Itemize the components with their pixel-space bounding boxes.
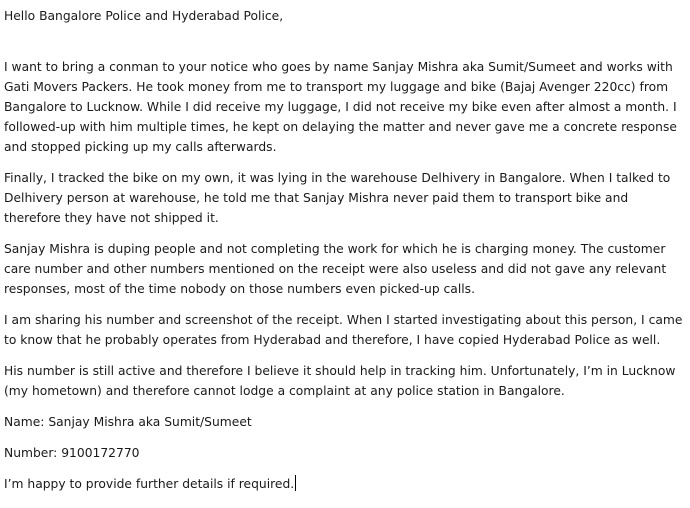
closing-text: I’m happy to provide further details if required. [4, 477, 295, 491]
paragraph-complaint-intro: I want to bring a conman to your notice who goes by name Sanjay Mishra aka Sumit/Sumeet and works with Gati Movers Packers. He took money from me to transport my luggage and bike (Bajaj Avenger 220cc) from Bangalore to Lucknow. While I did receive my luggage, I did not receive my bike even after almost a month. I followed-up with him multiple times, he kept on delaying the matter and never gave me a concrete response and stopped picking up my calls afterwards. [4, 60, 677, 154]
paragraph-number: Number: 9100172770 [4, 446, 140, 460]
document-body[interactable] [4, 6, 688, 494]
text-cursor [295, 475, 296, 491]
greeting: Hello Bangalore Police and Hyderabad Police, [4, 9, 284, 23]
paragraph-duping: Sanjay Mishra is duping people and not completing the work for which he is charging money. The customer care number and other numbers mentioned on the receipt were also useless and did not gave any relevant responses, most of the time nobody on those numbers even picked-up calls. [4, 242, 667, 296]
paragraph-name: Name: Sanjay Mishra aka Sumit/Sumeet [4, 415, 252, 429]
paragraph-still-active: His number is still active and therefore I believe it should help in tracking him. Unfortunately, I’m in Lucknow (my hometown) and therefore cannot lodge a complaint at any police station in Bangalore. [4, 364, 676, 398]
paragraph-sharing-number: I am sharing his number and screenshot of the receipt. When I started investigating about this person, I came to know that he probably operates from Hyderabad and therefore, I have copied Hyderabad Police as well. [4, 313, 683, 347]
paragraph-bike-tracking: Finally, I tracked the bike on my own, it was lying in the warehouse Delhivery in Bangalore. When I talked to Delhivery person at warehouse, he told me that Sanjay Mishra never paid them to transport bike and therefore they have not shipped it. [4, 171, 671, 225]
paragraph-closing [4, 474, 688, 494]
